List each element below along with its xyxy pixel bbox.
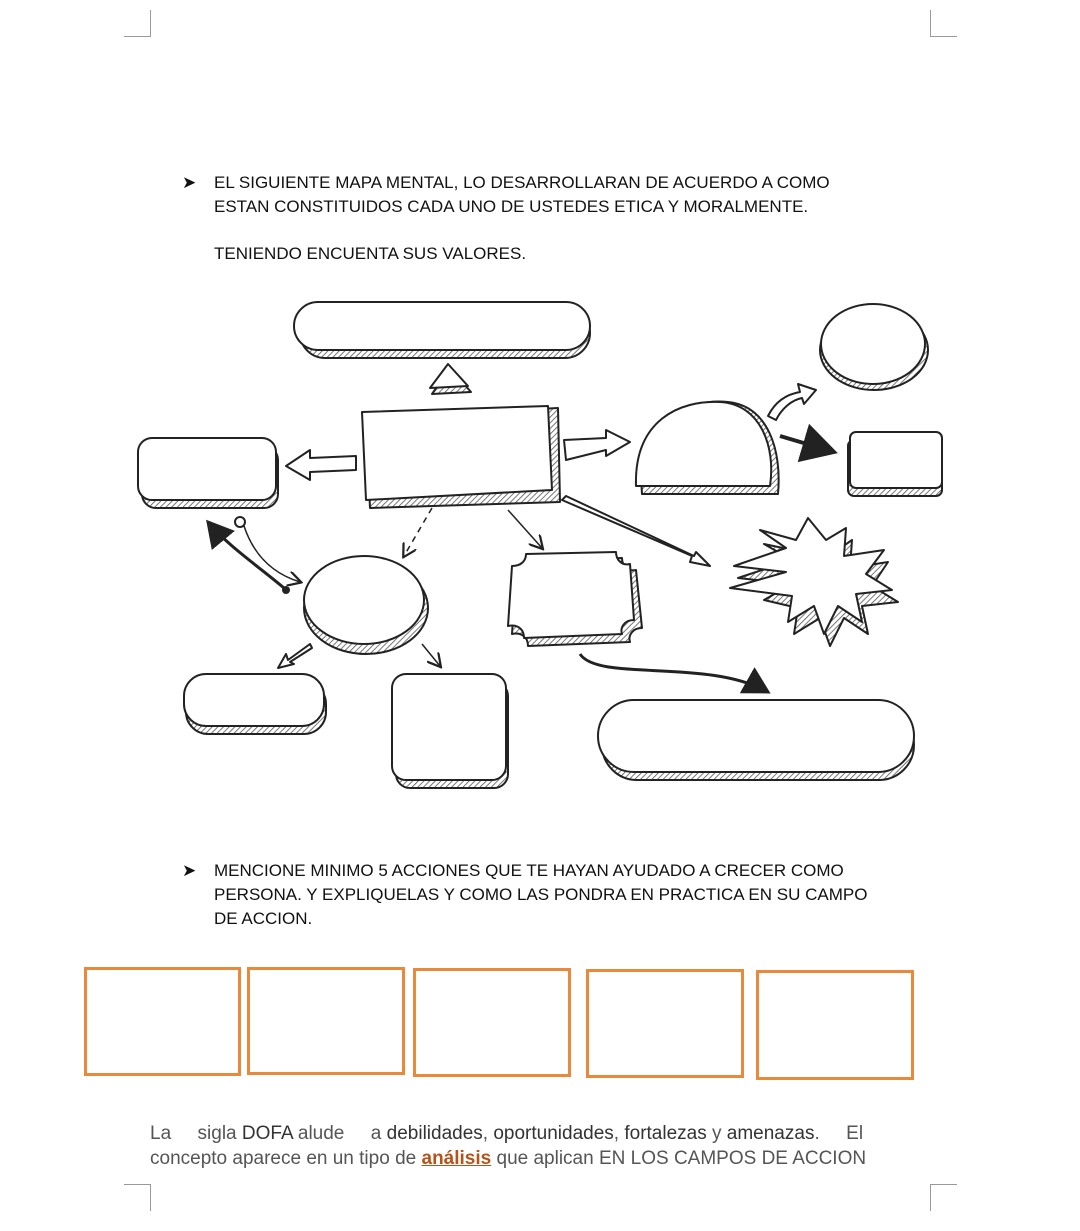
mind-map-top-right-circle bbox=[820, 304, 928, 390]
dashed-arrow-icon bbox=[404, 508, 432, 556]
triangle-connector-icon bbox=[430, 364, 471, 394]
curved-arrow-icon bbox=[768, 384, 816, 420]
mind-map-ornate-box bbox=[508, 552, 642, 646]
arrow-bullet-icon: ➤ bbox=[182, 173, 197, 192]
thin-arrow-icon bbox=[508, 510, 542, 548]
crop-mark-top-left bbox=[124, 10, 151, 37]
mind-map-bottom-left-box bbox=[184, 674, 326, 734]
instruction-line: MENCIONE MINIMO 5 ACCIONES QUE TE HAYAN AYUDADO A CRECER COMO bbox=[214, 861, 844, 880]
crop-mark-top-right bbox=[930, 10, 957, 37]
instruction-line: DE ACCION. bbox=[214, 909, 313, 928]
answer-box[interactable] bbox=[756, 970, 914, 1080]
mind-map-middle-circle bbox=[304, 556, 428, 654]
paragraph-line: La sigla DOFA alude a debilidades, oportunidades, fortalezas y amenazas. El bbox=[150, 1123, 864, 1144]
pin-icon bbox=[235, 517, 245, 527]
curved-arrow-icon bbox=[580, 654, 768, 692]
mind-map-right-box bbox=[848, 432, 942, 496]
mind-map-star-shape bbox=[730, 518, 898, 646]
instruction-line: PERSONA. Y EXPLIQUELAS Y COMO LAS PONDRA EN PRACTICA EN SU CAMPO bbox=[214, 885, 868, 904]
instruction-line: EL SIGUIENTE MAPA MENTAL, LO DESARROLLARAN DE ACUERDO A COMO bbox=[214, 173, 830, 192]
mind-map-bottom-right-pill bbox=[598, 700, 914, 780]
arrow-bullet-icon: ➤ bbox=[182, 861, 197, 880]
hollow-arrow-icon bbox=[278, 644, 312, 668]
mind-map-bottom-middle-box bbox=[392, 674, 508, 788]
right-arrow-icon bbox=[564, 430, 630, 460]
mind-map-top-pill bbox=[294, 302, 590, 358]
analisis-link[interactable]: análisis bbox=[421, 1148, 492, 1169]
thin-arrow-icon bbox=[422, 644, 440, 666]
curved-arrow-icon bbox=[244, 526, 300, 582]
mind-map-dome-shape bbox=[636, 402, 779, 494]
instruction-note: TENIENDO ENCUENTA SUS VALORES. bbox=[214, 244, 527, 263]
mind-map-diagram bbox=[128, 290, 958, 800]
answer-box[interactable] bbox=[247, 967, 405, 1075]
answer-box[interactable] bbox=[586, 969, 744, 1078]
dofa-paragraph bbox=[150, 1121, 930, 1171]
mind-map-central-box bbox=[362, 406, 560, 508]
crop-mark-bottom-right bbox=[930, 1184, 957, 1211]
bold-arrow-icon bbox=[780, 436, 834, 452]
mind-map-left-box bbox=[138, 438, 278, 508]
paragraph-line: concepto aparece en un tipo de análisis que aplican EN LOS CAMPOS DE ACCION bbox=[150, 1148, 867, 1169]
instruction-line: ESTAN CONSTITUIDOS CADA UNO DE USTEDES ETICA Y MORALMENTE. bbox=[214, 197, 809, 216]
left-arrow-icon bbox=[286, 450, 356, 480]
answer-box[interactable] bbox=[413, 968, 571, 1077]
dot-icon bbox=[283, 587, 289, 593]
crop-mark-bottom-left bbox=[124, 1184, 151, 1211]
answer-box[interactable] bbox=[84, 967, 241, 1076]
